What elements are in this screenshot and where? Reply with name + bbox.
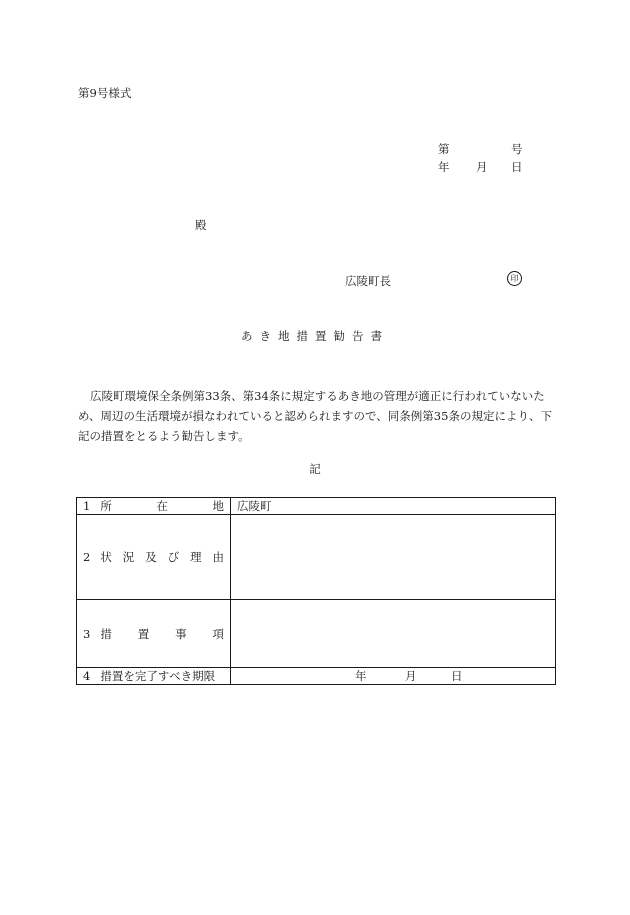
label-char: 由 — [212, 550, 224, 564]
document-title: あき地措置勧告書 — [241, 329, 389, 343]
doc-number-prefix: 第 — [438, 142, 450, 156]
label-location — [77, 498, 231, 515]
row-number: 3 — [83, 626, 91, 641]
issuer: 広陵町長 — [345, 274, 391, 288]
value-status-reason — [231, 515, 556, 600]
label-deadline — [77, 668, 231, 685]
label-char: 理 — [190, 550, 202, 564]
row-number: 1 — [83, 499, 91, 513]
doc-number-suffix: 号 — [511, 142, 523, 156]
label-measures — [77, 600, 231, 668]
deadline-year: 年 — [355, 669, 367, 683]
label-char: 地 — [212, 499, 224, 513]
addressee-honorific: 殿 — [195, 218, 207, 232]
value-location: 広陵町 — [231, 498, 556, 515]
date-month: 月 — [476, 160, 488, 174]
label-char: 状 — [100, 550, 112, 564]
label-status-reason — [77, 515, 231, 600]
row-number: 4 — [83, 669, 91, 683]
label-char: 及 — [145, 550, 157, 564]
table-row-status-reason — [77, 515, 556, 600]
deadline-month: 月 — [405, 669, 417, 683]
label-char: 事 — [175, 626, 187, 641]
date-day: 日 — [511, 160, 523, 174]
value-measures — [231, 600, 556, 668]
body-paragraph: 広陵町環境保全条例第33条、第34条に規定するあき地の管理が適正に行われていないため、周辺の生活環境が損なわれていると認められますので、同条例第35条の規定により、下記の措置をとるよう勧告します。 — [78, 389, 552, 443]
label-char: 況 — [122, 550, 135, 564]
label-char: 在 — [156, 499, 168, 513]
label-char: 所 — [100, 499, 112, 513]
label-char: 置 — [137, 626, 150, 641]
table-row-measures — [77, 600, 556, 668]
date-year: 年 — [438, 160, 450, 174]
value-deadline — [231, 668, 556, 685]
record-table — [76, 497, 556, 685]
deadline-day: 日 — [451, 669, 463, 683]
label-text: 措置を完了すべき期限 — [100, 669, 216, 683]
label-char: 措 — [100, 626, 112, 641]
table-row-location — [77, 498, 556, 515]
row-number: 2 — [83, 550, 91, 564]
label-char: 項 — [212, 626, 224, 641]
seal-mark: 印 — [507, 271, 522, 286]
label-char: び — [167, 550, 180, 564]
form-number: 第9号様式 — [78, 86, 132, 100]
table-row-deadline — [77, 668, 556, 685]
ki-heading: 記 — [309, 462, 321, 476]
